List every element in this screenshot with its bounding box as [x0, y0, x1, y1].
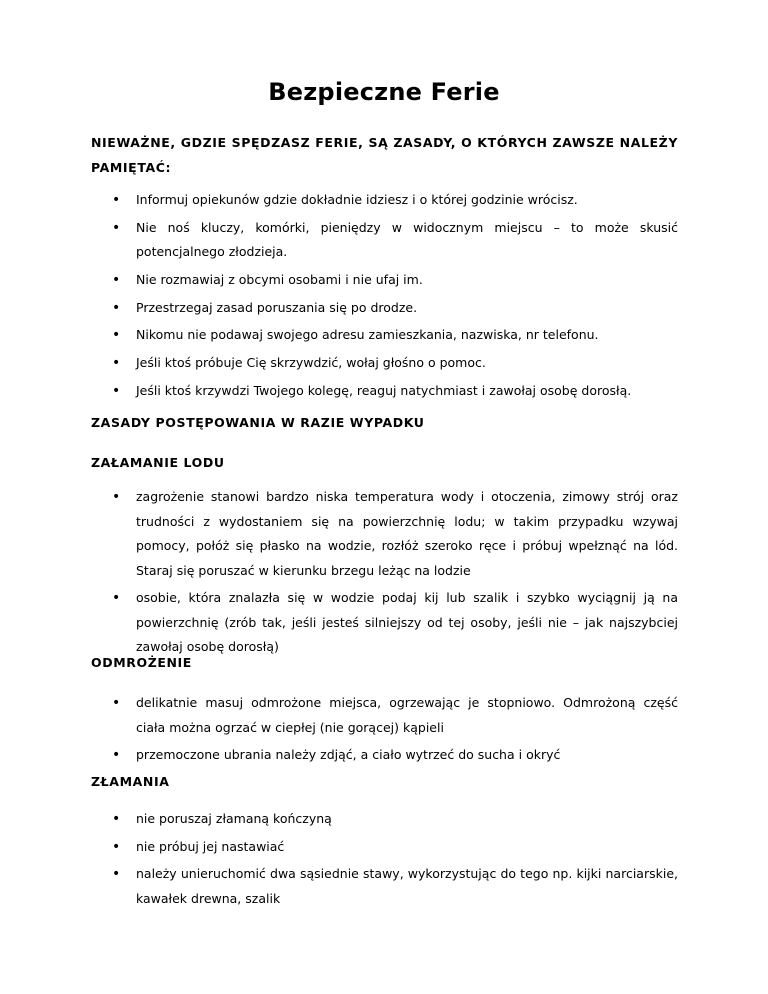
accident-heading: ZASADY POSTĘPOWANIA W RAZIE WYPADKU: [91, 415, 425, 430]
intro-list: [91, 188, 678, 406]
ice-list: [91, 485, 678, 663]
intro-heading: NIEWAŻNE, GDZIE SPĘDZASZ FERIE, SĄ ZASADY, O KTÓRYCH ZAWSZE NALEŻY PAMIĘTAĆ:: [91, 135, 678, 175]
list-item: • Jeśli ktoś krzywdzi Twojego kolegę, reaguj natychmiast i zawołaj osobę dorosłą.: [91, 379, 678, 404]
fractures-list: [91, 807, 678, 915]
list-item: • delikatnie masuj odmrożone miejsca, ogrzewając je stopniowo. Odmrożoną część ciała można ogrzać w ciepłej (nie gorącej) kąpieli: [91, 691, 678, 740]
frostbite-list: [91, 691, 678, 771]
list-item: • Nikomu nie podawaj swojego adresu zamieszkania, nazwiska, nr telefonu.: [91, 323, 678, 348]
list-item: • Przestrzegaj zasad poruszania się po drodze.: [91, 296, 678, 321]
fractures-heading: ZŁAMANIA: [91, 774, 170, 789]
list-item: • Nie noś kluczy, komórki, pieniędzy w widocznym miejscu – to może skusić potencjalnego złodzieja.: [91, 216, 678, 265]
list-item: • Informuj opiekunów gdzie dokładnie idziesz i o której godzinie wrócisz.: [91, 188, 678, 213]
frostbite-heading: ODMROŻENIE: [91, 655, 192, 670]
list-item: • Nie rozmawiaj z obcymi osobami i nie ufaj im.: [91, 268, 678, 293]
list-item: • przemoczone ubrania należy zdjąć, a ciało wytrzeć do sucha i okryć: [91, 743, 678, 768]
list-item: • osobie, która znalazła się w wodzie podaj kij lub szalik i szybko wyciągnij ją na powierzchnię (zrób tak, jeśli jesteś silniejszy od tej osoby, jeśli nie – jak najszybciej zawołaj osobę dorosłą): [91, 586, 678, 660]
list-item: • nie próbuj jej nastawiać: [91, 835, 678, 860]
list-item: • Jeśli ktoś próbuje Cię skrzywdzić, wołaj głośno o pomoc.: [91, 351, 678, 376]
list-item: • zagrożenie stanowi bardzo niska temperatura wody i otoczenia, zimowy strój oraz trudności z wydostaniem się na powierzchnię lodu; w takim przypadku wzywaj pomocy, połóż się płasko na wodzie, rozłóż szeroko ręce i próbuj wpełznąć na lód. Staraj się poruszać w kierunku brzegu leżąc na lodzie: [91, 485, 678, 583]
ice-heading: ZAŁAMANIE LODU: [91, 455, 225, 470]
page-title: Bezpieczne Ferie: [268, 78, 500, 106]
list-item: • nie poruszaj złamaną kończyną: [91, 807, 678, 832]
list-item: • należy unieruchomić dwa sąsiednie stawy, wykorzystując do tego np. kijki narciarskie, kawałek drewna, szalik: [91, 862, 678, 911]
